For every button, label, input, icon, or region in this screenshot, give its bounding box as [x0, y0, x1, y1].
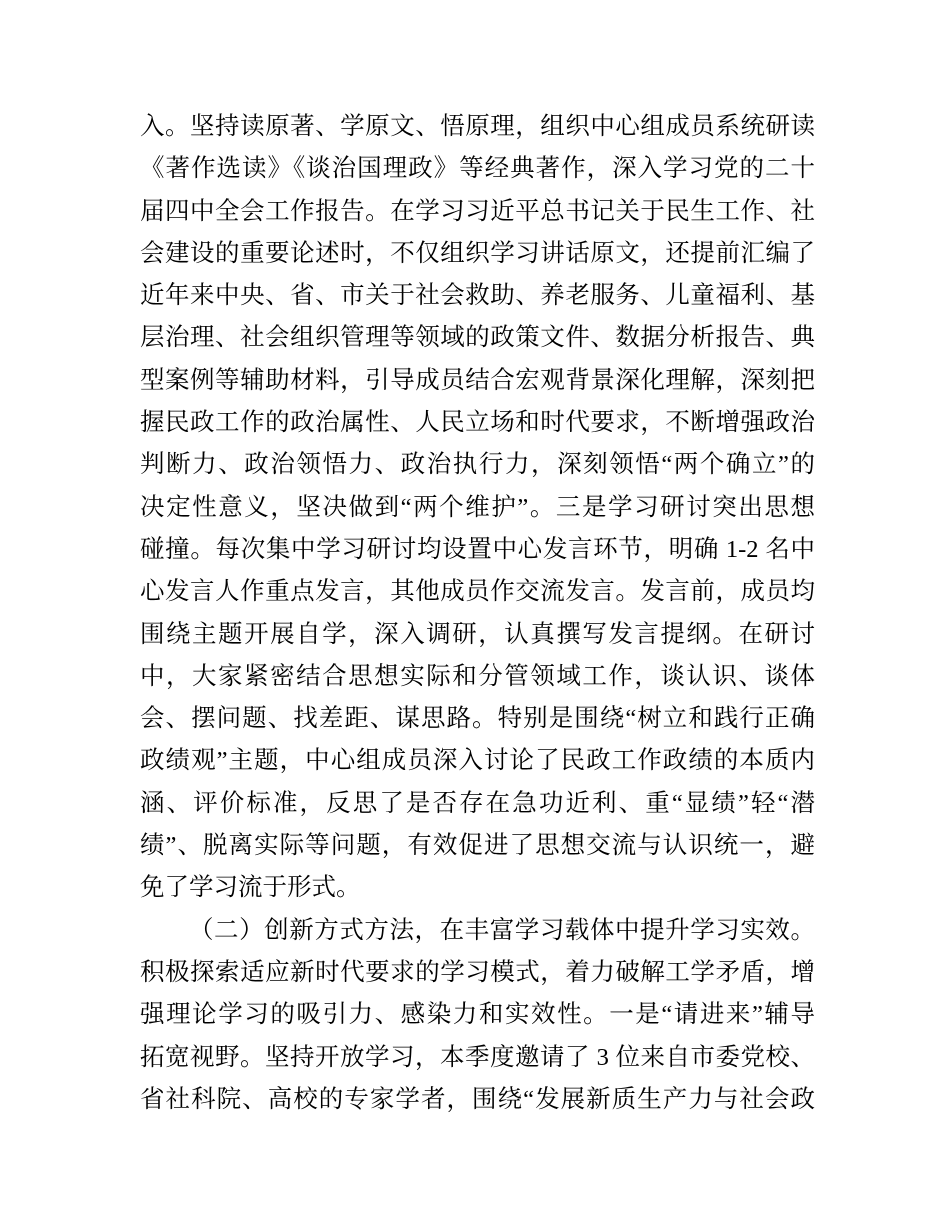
text-line: 决定性意义，坚决做到“两个维护”。三是学习研讨突出思想: [140, 493, 815, 521]
text-line: 免了学习流于形式。: [140, 874, 361, 902]
text-line: 《著作选读》《谈治国理政》等经典著作，深入学习党的二十: [140, 155, 815, 183]
text-line: 涵、评价标准，反思了是否存在急功近利、重“显绩”轻“潜: [140, 789, 815, 817]
text-line: 会建设的重要论述时，不仅组织学习讲话原文，还提前汇编了: [140, 239, 815, 267]
text-line: 心发言人作重点发言，其他成员作交流发言。发言前，成员均: [140, 578, 815, 606]
text-line: 围绕主题开展自学，深入调研，认真撰写发言提纲。在研讨: [140, 620, 815, 648]
text-line: 判断力、政治领悟力、政治执行力，深刻领悟“两个确立”的: [140, 451, 815, 479]
text-line: 型案例等辅助材料，引导成员结合宏观背景深化理解，深刻把: [140, 366, 815, 394]
text-line: 省社科院、高校的专家学者，围绕“发展新质生产力与社会政: [140, 1085, 815, 1113]
text-line: 积极探索适应新时代要求的学习模式，着力破解工学矛盾，增: [140, 958, 815, 986]
text-line: 层治理、社会组织管理等领域的政策文件、数据分析报告、典: [140, 324, 815, 352]
text-line: 拓宽视野。坚持开放学习，本季度邀请了 3 位来自市委党校、: [140, 1043, 815, 1071]
text-line: 碰撞。每次集中学习研讨均设置中心发言环节，明确 1-2 名中: [140, 535, 815, 563]
text-line: 握民政工作的政治属性、人民立场和时代要求，不断增强政治: [140, 409, 815, 437]
text-line: 近年来中央、省、市关于社会救助、养老服务、儿童福利、基: [140, 282, 815, 310]
text-line: 入。坚持读原著、学原文、悟原理，组织中心组成员系统研读: [140, 113, 815, 140]
text-line: 会、摆问题、找差距、谋思路。特别是围绕“树立和践行正确: [140, 705, 815, 733]
text-line: （二）创新方式方法，在丰富学习载体中提升学习实效。: [189, 916, 815, 944]
text-line: 届四中全会工作报告。在学习习近平总书记关于民生工作、社: [140, 197, 815, 225]
text-block: [140, 106, 815, 1121]
text-line: 政绩观”主题，中心组成员深入讨论了民政工作政绩的本质内: [140, 747, 815, 775]
text-line: 中，大家紧密结合思想实际和分管领域工作，谈认识、谈体: [140, 662, 815, 690]
text-line: 强理论学习的吸引力、感染力和实效性。一是“请进来”辅导: [140, 1001, 815, 1029]
text-line: 绩”、脱离实际等问题，有效促进了思想交流与认识统一，避: [140, 832, 815, 860]
